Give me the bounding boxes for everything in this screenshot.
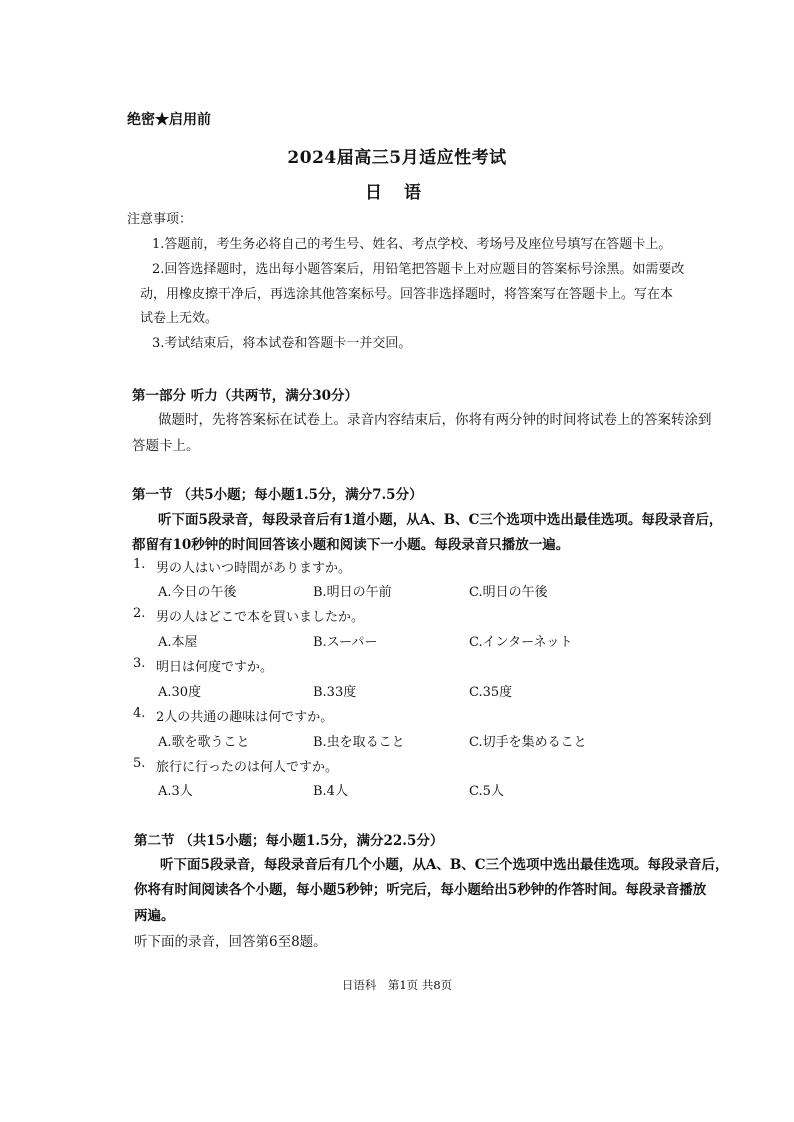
subject-title: 日 语: [365, 183, 429, 203]
note-item-2-line-1: 2.回答选择题时，选出每小题答案后，用铅笔把答题卡上对应题目的答案标号涂黑。如需要改: [152, 262, 685, 277]
question-number: 1.: [133, 557, 146, 572]
part1-instruction-line-1: 做题时，先将答案标在试卷上。录音内容结束后，你将有两分钟的时间将试卷上的答案转涂到: [158, 412, 712, 428]
option-a: A.歌を歌うこと: [158, 735, 250, 750]
question-text: 男の人はどこで本を買いましたか。: [156, 610, 365, 625]
option-c: C.5人: [469, 784, 504, 799]
option-a: A.3人: [158, 784, 193, 799]
question-number: 4.: [133, 706, 146, 721]
section1-instruction-line-1: 听下面5段录音，每段录音后有1道小题，从A、B、C三个选项中选出最佳选项。每段录音后，: [158, 512, 723, 528]
question-text: 男の人はいつ時間がありますか。: [156, 561, 352, 576]
option-b: B.虫を取ること: [313, 735, 405, 750]
question-number: 3.: [133, 656, 146, 671]
option-b: B.4人: [313, 784, 348, 799]
section2-instruction-line-3: 两遍。: [134, 908, 175, 924]
option-c: C.明日の午後: [469, 585, 548, 600]
option-a: A.今日の午後: [158, 585, 237, 600]
note-item-1: 1.答题前，考生务必将自己的考生号、姓名、考点学校、考场号及座位号填写在答题卡上。: [152, 237, 672, 252]
part1-instruction-line-2: 答题卡上。: [132, 438, 200, 454]
option-a: A.本屋: [158, 635, 198, 650]
exam-title: 2024届高三5月适应性考试: [287, 148, 507, 168]
option-a: A.30度: [158, 685, 202, 700]
part1-heading: 第一部分 听力（共两节，满分30分）: [132, 388, 358, 404]
page-footer: 日语科 第1页 共8页: [341, 978, 453, 992]
option-c: C.切手を集めること: [469, 735, 587, 750]
section2-instruction-line-1: 听下面5段录音，每段录音后有几个小题，从A、B、C三个选项中选出最佳选项。每段录音后，: [160, 857, 729, 873]
option-c: C.35度: [469, 685, 513, 700]
listen-prompt: 听下面的录音，回答第6至8题。: [134, 934, 327, 950]
option-c: C.インターネット: [469, 635, 573, 650]
question-text: 明日は何度ですか。: [156, 660, 274, 675]
option-b: B.明日の午前: [313, 585, 392, 600]
option-b: B.スーパー: [313, 635, 378, 650]
question-text: 旅行に行ったのは何人ですか。: [156, 760, 339, 775]
note-item-2-line-2: 动，用橡皮擦干净后，再选涂其他答案标号。回答非选择题时，将答案写在答题卡上。写在本: [140, 287, 674, 302]
question-number: 5.: [133, 756, 146, 771]
section1-instruction-line-2: 都留有10秒钟的时间回答该小题和阅读下一小题。每段录音只播放一遍。: [132, 537, 570, 553]
notes-heading: 注意事项：: [127, 212, 193, 227]
section2-instruction-line-2: 你将有时间阅读各个小题，每小题5秒钟；听完后，每小题给出5秒钟的作答时间。每段录音播放: [134, 882, 707, 898]
note-item-3: 3.考试结束后，将本试卷和答题卡一并交回。: [152, 336, 412, 351]
note-item-2-line-3: 试卷上无效。: [140, 311, 219, 326]
option-b: B.33度: [313, 685, 357, 700]
section1-heading: 第一节 （共5小题；每小题1.5分，满分7.5分）: [132, 487, 423, 503]
question-number: 2.: [133, 606, 146, 621]
question-text: 2人の共通の趣味は何ですか。: [156, 710, 334, 725]
confidential-mark: 绝密★启用前: [127, 112, 211, 128]
section2-heading: 第二节 （共15小题；每小题1.5分，满分22.5分）: [134, 833, 444, 849]
